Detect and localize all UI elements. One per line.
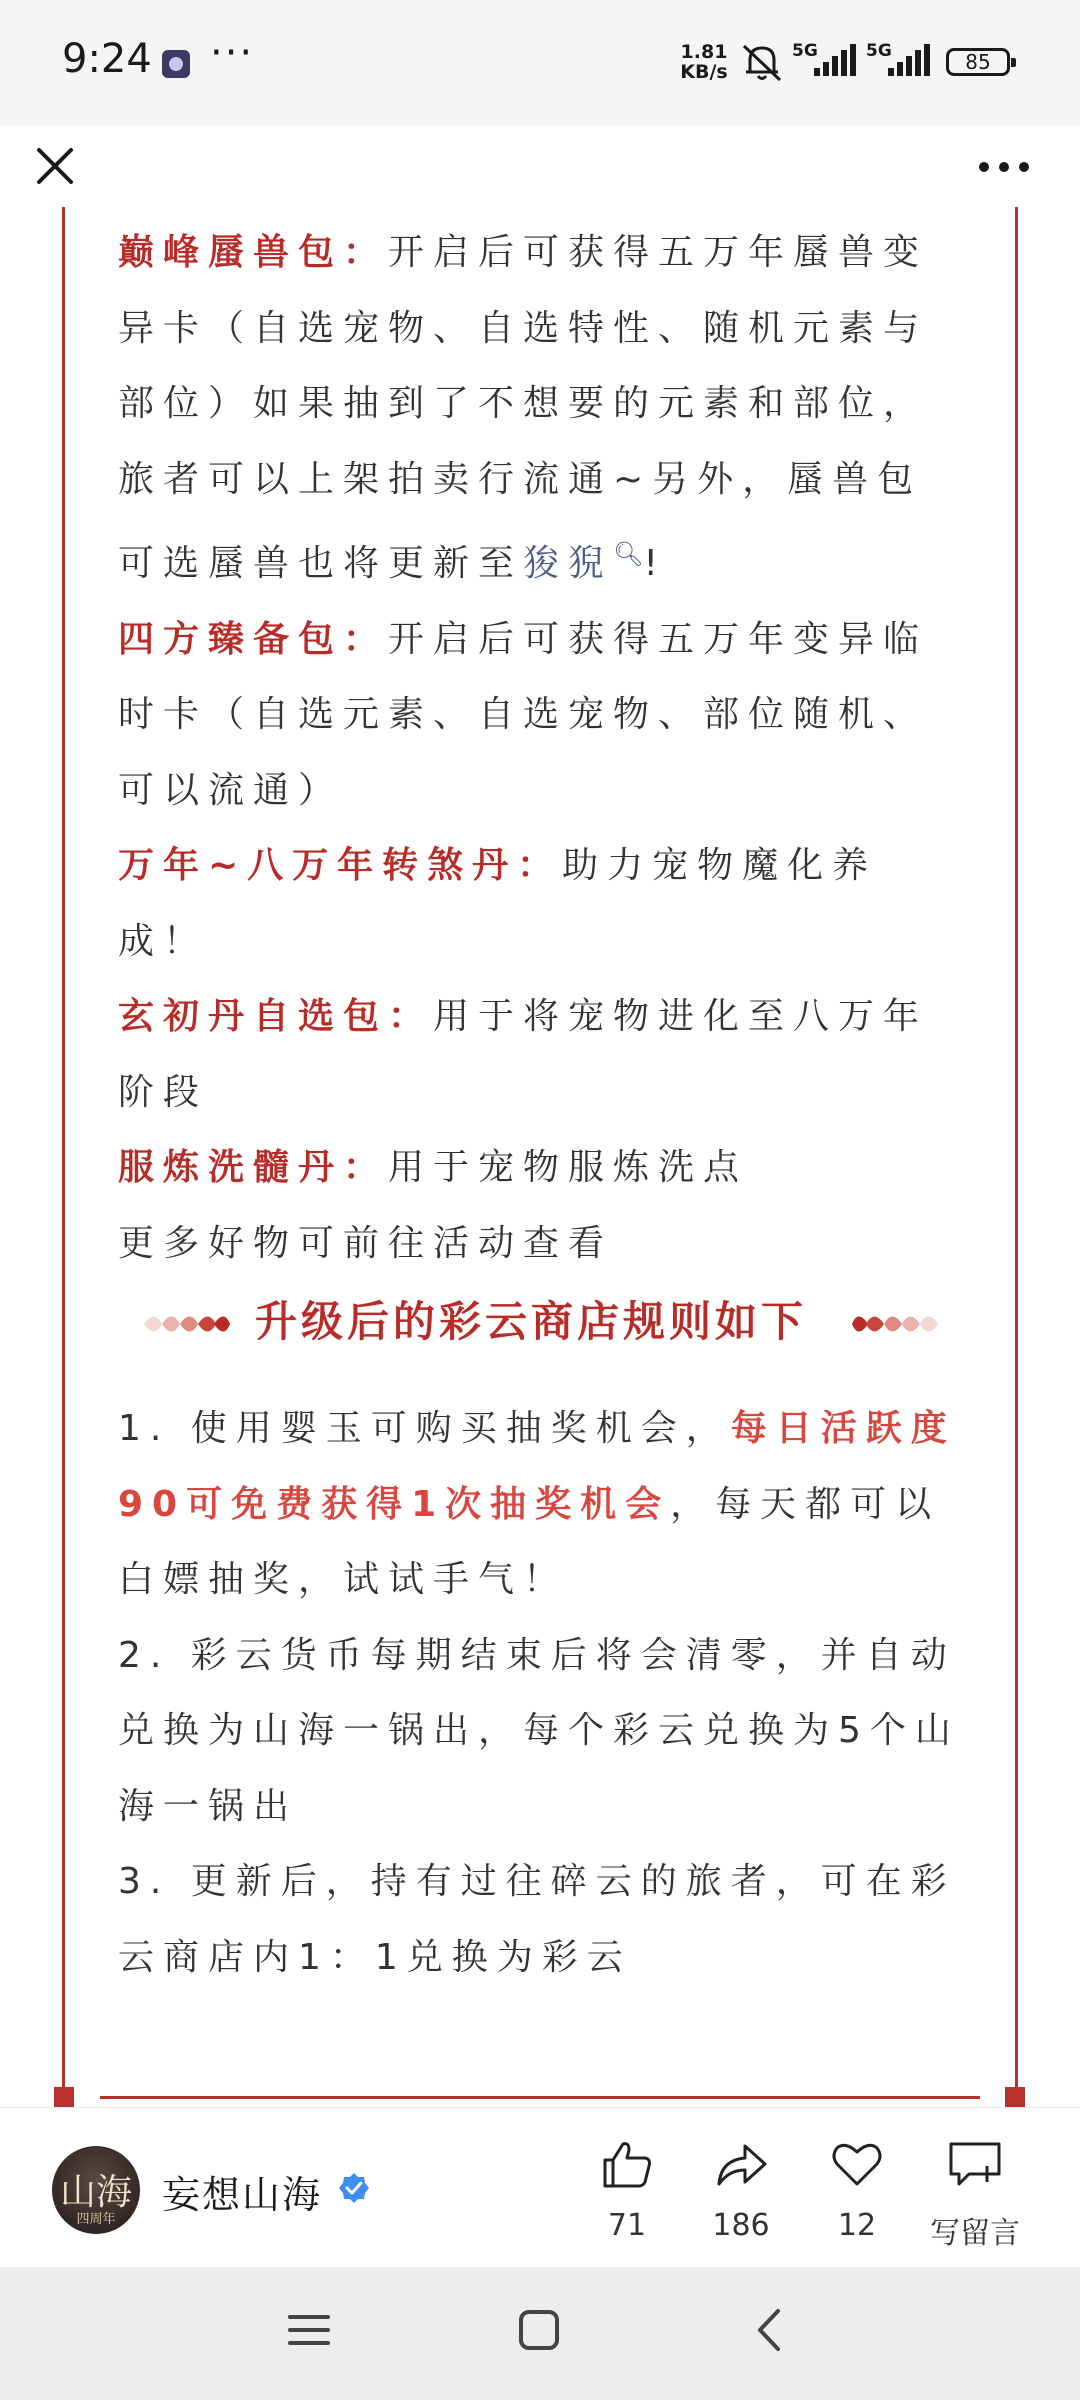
verified-badge-icon bbox=[338, 2172, 370, 2204]
rule-paragraph: 2. 彩云货币每期结束后将会清零，并自动兑换为山海一锅出，每个彩云兑换为5个山海一锅出 bbox=[118, 1634, 960, 1827]
frame-corner-right bbox=[1005, 2087, 1025, 2107]
back-chevron-icon[interactable] bbox=[746, 2305, 796, 2355]
item-text: 助力宠物魔化养成！ bbox=[118, 845, 878, 962]
share-button[interactable] bbox=[686, 2138, 796, 2243]
signal-2-label: 5G bbox=[866, 41, 892, 61]
account-avatar[interactable] bbox=[52, 2146, 140, 2234]
like-button[interactable] bbox=[572, 2138, 682, 2243]
item-list bbox=[118, 215, 960, 1281]
item-paragraph bbox=[118, 215, 960, 602]
pet-link[interactable]: 狻猊 bbox=[523, 543, 614, 584]
item-title: 巅峰蜃兽包： bbox=[118, 232, 389, 273]
item-text: 开启后可获得五万年变异临时卡（自选元素、自选宠物、部位随机、可以流通） bbox=[118, 618, 929, 811]
item-after: ! bbox=[643, 543, 667, 584]
item-title: 服炼洗髓丹： bbox=[118, 1147, 389, 1188]
favorite-count: 12 bbox=[837, 2208, 877, 2243]
item-text: 开启后可获得五万年蜃兽变异卡（自选宠物、自选特性、随机元素与部位）如果抽到了不想要的元素和部位，旅者可以上架拍卖行流通~另外，蜃兽包可选蜃兽也将更新至 bbox=[118, 232, 929, 584]
account-name[interactable]: 妄想山海 bbox=[162, 2173, 323, 2217]
item-paragraph bbox=[118, 979, 960, 1130]
section-header bbox=[0, 1287, 1080, 1359]
wheat-decoration-left-icon bbox=[140, 1299, 232, 1349]
network-speed-unit: KB/s bbox=[680, 61, 728, 83]
frame-border-bottom bbox=[100, 2096, 980, 2099]
article-action-bar bbox=[0, 2107, 1080, 2268]
rule-text-after: ，每天都可以白嫖抽奖，试试手气！ bbox=[118, 1483, 941, 1600]
rule-text: 1. 使用婴玉可购买抽奖机会， bbox=[118, 1408, 731, 1449]
avatar-logo-text: 山海 bbox=[59, 2172, 132, 2213]
network-speed-value: 1.81 bbox=[680, 41, 728, 63]
like-count: 71 bbox=[607, 2208, 647, 2243]
signal-5g-icon bbox=[792, 40, 858, 80]
signal-5g-icon-2 bbox=[866, 40, 932, 80]
system-navigation-bar bbox=[0, 2267, 1080, 2400]
comment-label: 写留言 bbox=[930, 2216, 1020, 2251]
share-count: 186 bbox=[712, 2208, 770, 2243]
signal-1-label: 5G bbox=[792, 41, 818, 61]
more-notifications-icon: ··· bbox=[210, 30, 255, 76]
battery-indicator: 85 bbox=[946, 48, 1010, 76]
thumbs-up-icon bbox=[599, 2138, 655, 2190]
frame-border-right bbox=[1015, 207, 1018, 2087]
wheat-decoration-right-icon bbox=[850, 1299, 942, 1349]
rule-paragraph: 3. 更新后，持有过往碎云的旅者，可在彩云商店内1：1兑换为彩云 bbox=[118, 1861, 956, 1978]
article-nav-bar bbox=[0, 125, 1080, 208]
rule-paragraph bbox=[118, 1391, 960, 1618]
network-speed bbox=[676, 42, 732, 82]
frame-border-left bbox=[62, 207, 65, 2087]
mute-bell-icon bbox=[740, 42, 784, 82]
item-title: 万年~八万年转煞丹： bbox=[118, 845, 563, 886]
avatar-logo-subtext: 四周年 bbox=[76, 2212, 116, 2227]
item-paragraph bbox=[118, 602, 960, 829]
rules-list bbox=[118, 1391, 960, 1995]
more-text: 更多好物可前往活动查看 bbox=[118, 1222, 614, 1264]
recent-apps-menu-icon[interactable] bbox=[284, 2305, 334, 2355]
comment-add-icon bbox=[947, 2138, 1003, 2190]
article-body bbox=[0, 207, 1080, 2107]
search-icon[interactable]: 🔍︎ bbox=[613, 540, 644, 568]
status-time: 9:24 bbox=[62, 36, 152, 82]
item-paragraph bbox=[118, 1130, 960, 1206]
rule-highlight: 每日活跃度90可免费获得1次抽奖机会 bbox=[118, 1408, 956, 1525]
more-horizontal-icon[interactable] bbox=[974, 147, 1034, 187]
home-square-icon[interactable] bbox=[514, 2305, 564, 2355]
heart-icon bbox=[829, 2138, 885, 2190]
item-paragraph bbox=[118, 828, 960, 979]
item-text: 用于宠物服炼洗点 bbox=[388, 1147, 749, 1188]
item-text: 用于将宠物进化至八万年阶段 bbox=[118, 996, 929, 1113]
item-title: 玄初丹自选包： bbox=[118, 996, 434, 1037]
status-bar bbox=[0, 0, 1080, 125]
favorite-button[interactable] bbox=[802, 2138, 912, 2243]
app-notification-icon bbox=[162, 50, 190, 78]
item-title: 四方臻备包： bbox=[118, 618, 389, 660]
share-arrow-icon bbox=[713, 2138, 769, 2190]
frame-corner-left bbox=[54, 2087, 74, 2107]
write-comment-button[interactable] bbox=[915, 2138, 1035, 2252]
section-title: 升级后的彩云商店规则如下 bbox=[255, 1297, 808, 1346]
close-icon[interactable] bbox=[30, 141, 80, 191]
